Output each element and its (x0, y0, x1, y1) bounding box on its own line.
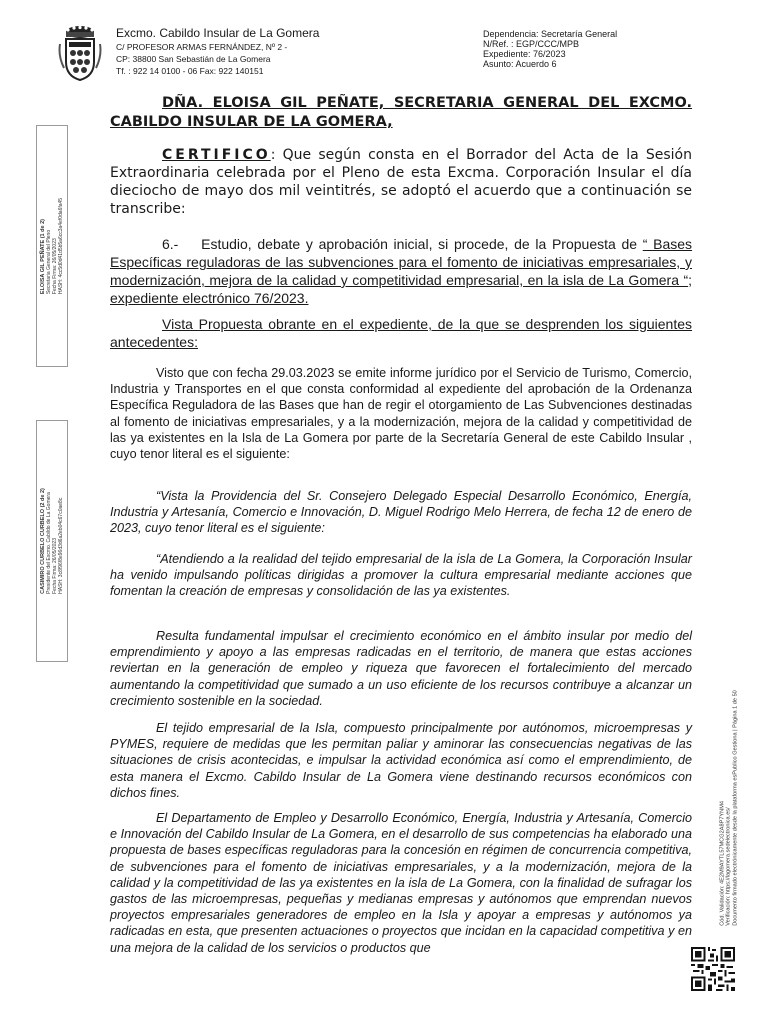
signer-2-name: CASIMIRO CURBELO CURBELO (2 de 2) (40, 488, 46, 594)
organization-name: Excmo. Cabildo Insular de La Gomera (116, 26, 320, 40)
paragraph-4: Resulta fundamental impulsar el crecimiento económico en el ámbito insular por medio del emprendimiento y apoyo a las empresas radicadas en el territorio, de manera que estas acciones reviertan en la generación de empleo y riqueza que favorecen el fortalecimiento del mercado aumentando la competitividad que sumado a un uso eficiente de los recursos contribuye a alcanzar un crecimiento sostenible en la sociedad. (110, 629, 692, 708)
paragraph-1: Visto que con fecha 29.03.2023 se emite informe jurídico por el Servicio de Turismo, Comercio, Industria y Transportes en el que consta conformidad al expediente del aprobación de la Ordenanza Específica Reguladora de las Bases que han de regir el otorgamiento de Las Subvenciones destinadas al fomento de iniciativas empresariales, y a la modernización, mejora de la calidad y competitividad de las ya existentes en la Isla de La Gomera por parte de la Secretaría General de este Cabildo Insular , cuyo tenor literal es el siguiente: (110, 366, 692, 462)
paragraph-2: “Vista la Providencia del Sr. Consejero Delegado Especial Desarrollo Económico, Energía, Industria y Artesanía, Comercio e Innovación, D. Miguel Rodrigo Melo Herrera, de fecha 12 de enero de 2023, cuyo tenor literal es el siguiente: (110, 489, 692, 536)
qr-code-icon (691, 947, 735, 991)
signer-1-name: ELOISA GIL PEÑATE (1 de 2) (40, 219, 46, 295)
signer-2-hash: HASH: 3c8f96f8e96d3d6a2eb04c67c0ae8c (58, 497, 64, 594)
heading-line-1: DÑA. ELOISA GIL PEÑATE, SECRETARIA GENERAL DEL EXCMO. (162, 95, 692, 111)
item-expediente: expediente electrónico 76/2023. (110, 290, 309, 306)
ref-nref: N/Ref. : EGP/CCC/MPB (483, 39, 580, 49)
signer-1-date: Fecha Firma: 26/05/2023 (52, 238, 58, 295)
item-number: 6.- (162, 236, 179, 252)
document-heading (110, 94, 692, 132)
paragraph-6: El Departamento de Empleo y Desarrollo Económico, Energía, Industria y Artesanía, Comercio e Innovación del Cabildo Insular de La Gomera, en el desarrollo de sus competencias ha elaborado una propuesta de bases específicas reguladoras para la concesión en régimen de concurrencia competitiva, de subvenciones para el fomento de iniciativas empresariales, y a la modernización, mejora de la calidad y la competitividad de las ya existentes en la isla de La Gomera, con la finalidad de sufragar los gastos de las microempresas, pequeñas y medianas empresas y autónomos que emprendan nuevos proyectos empresariales generadores de empleo en la Isla y apoyar a empresas y autónomos ya radicadas en esta, que presenten actuaciones o proyectos que incidan en la capacidad competitiva y en una mejora de la calidad de los servicios o productos que (110, 811, 692, 955)
item-propuesta: “ Bases Específicas reguladoras de las subvenciones para el fomento de iniciativas empresariales, y modernización, mejora de la calidad y competitividad empresarial, en la isla de La Gomera “ (110, 236, 693, 288)
agenda-item (110, 235, 692, 307)
coat-of-arms-logo (58, 24, 102, 82)
item-separator: ; (688, 272, 692, 288)
organization-phone: Tf. : 922 14 0100 - 06 Fax: 922 140151 (116, 66, 264, 76)
validation-platform: Documento firmado electrónicamente desde la plataforma esPublico Gestiona | Página 1 de 50 (732, 690, 739, 926)
organization-address: C/ PROFESOR ARMAS FERNÁNDEZ, Nº 2 - (116, 42, 288, 52)
ref-asunto: Asunto: Acuerdo 6 (483, 59, 557, 69)
organization-block (116, 27, 319, 77)
certifico-paragraph (110, 146, 692, 218)
heading-line-2: CABILDO INSULAR DE LA GOMERA, (110, 114, 393, 130)
signature-box-2 (36, 420, 68, 662)
signer-1-hash: HASH: 4cc5d0d41d5b5a6cc3a4ef0da6fa45 (58, 197, 64, 295)
signer-2-date: Fecha Firma: 26/05/2023 (52, 537, 58, 594)
paragraph-5: El tejido empresarial de la Isla, compuesto principalmente por autónomos, microempresas y PYMES, requiere de medidas que les permitan paliar y aminorar las consecuencias negativas de las situaciones de crisis acontecidas, e impulsar la actividad económica así como el emprendimiento, de esta manera el Excmo. Cabildo Insular de La Gomera viene destinando recursos económicos con dichos fines. (110, 721, 692, 800)
ref-expediente: Expediente: 76/2023 (483, 49, 566, 59)
signer-1-role: Secretaria General del Pleno (46, 229, 52, 295)
organization-cp: CP: 38800 San Sebastián de La Gomera (116, 54, 271, 64)
item-intro: Estudio, debate y aprobación inicial, si procede, de la Propuesta de (201, 236, 638, 252)
paragraph-3: “Atendiendo a la realidad del tejido empresarial de la isla de La Gomera, la Corporación Insular ha venido impulsando políticas dirigidas a promover la cultura empresarial mediante acciones que fomentan la creación de empresas y consolidación de las ya existentes. (110, 552, 692, 599)
validation-url: Verificación: https://lagomera.sedelectronica.es/ (725, 807, 732, 926)
validation-code: Cód. Validación: 4E2M9AYTL57MCG2A8P7YNM4 (719, 801, 726, 926)
signer-2-role: Presidente del Excmo. Cabildo de La Gomera (46, 492, 52, 594)
certifico-word: CERTIFICO (162, 147, 271, 163)
ref-dependencia: Dependencia: Secretaría General (483, 29, 618, 39)
certifico-text: : Que según consta en el Borrador del Acta de la Sesión Extraordinaria celebrada por el Pleno de esta Excma. Corporación Insular el día dieciocho de mayo dos mil veintitrés, se adoptó el acuerdo que a continuación se transcribe: (110, 147, 692, 217)
signature-box-1 (36, 125, 68, 367)
reference-block (483, 29, 617, 69)
vista-paragraph: Vista Propuesta obrante en el expediente, de la que se desprenden los siguientes antecedentes: (110, 316, 692, 350)
